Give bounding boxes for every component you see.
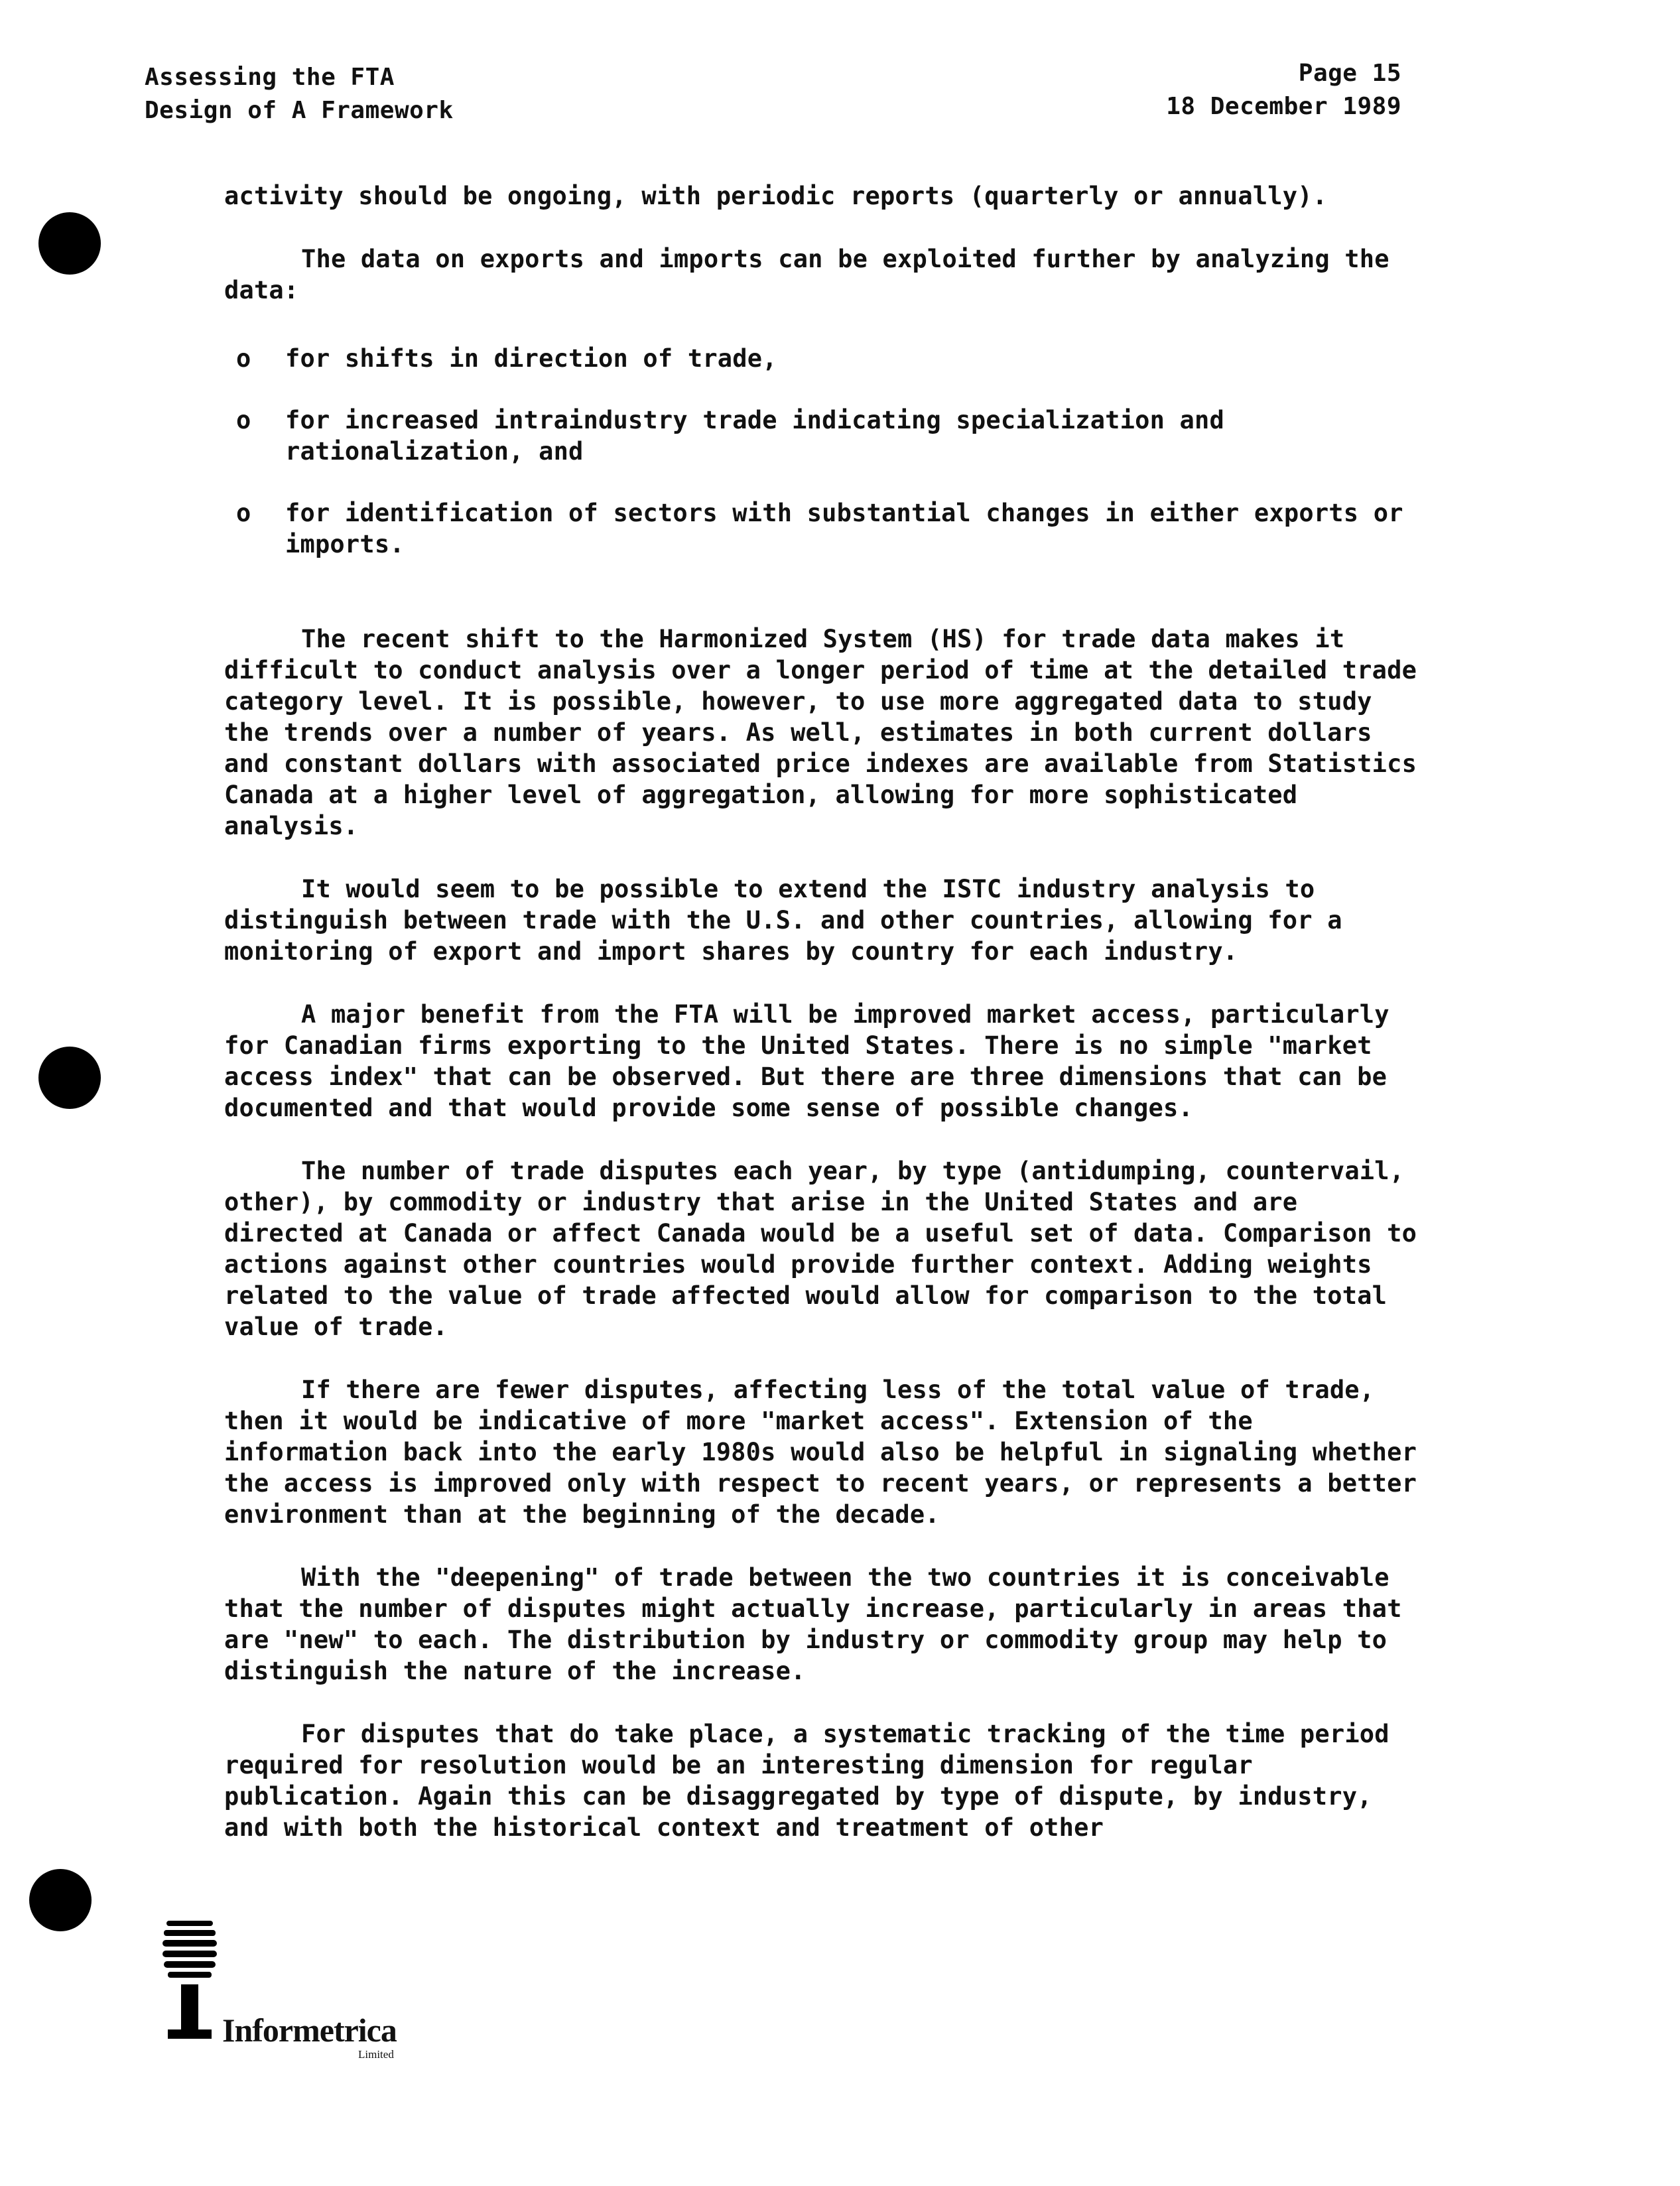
- body-text: [224, 180, 1431, 1875]
- bullet-marker: o: [236, 344, 251, 373]
- text-run: For disputes that do take place, a systematic tracking of the: [301, 1720, 1226, 1748]
- bullet-text: for identification of sectors with substantial changes in either exports or imports.: [285, 499, 1403, 558]
- paragraph-4: It would seem to be possible to extend the ISTC industry analysis to distinguish between trade with the U.S. and other countries, allowing for a monitoring of export and import shares by country for each industry.: [224, 875, 1342, 966]
- binder-hole-middle: [38, 1047, 101, 1109]
- paragraph-3: The recent shift to the Harmonized System (HS) for trade data makes it difficult to conduct analysis over a longer period of time at the detailed trade category level. It is possible, however, to use more aggregated data to study the trends over a number of years. As well, estimates in both current dollars and constant dollars with associated price indexes are available from Statistics Canada at a higher level of aggregation, allowing for more sophisticated analysis.: [224, 625, 1417, 840]
- text-run: The: [301, 1157, 361, 1185]
- emphasis-improved-market-access: improved market access: [852, 1000, 1181, 1029]
- bullet-text: for shifts in direction of trade,: [285, 344, 777, 373]
- paragraph-1: activity should be ongoing, with periodic reports (quarterly or annually).: [224, 182, 1328, 210]
- header-right: [1166, 57, 1401, 123]
- paragraph-8: With the "deepening" of trade between the two countries it is conceivable that the number of disputes might actually increase, particularly in areas that are "new" to each. The distribution by industry or commodity group may help to distinguish the nature of the increase.: [224, 1563, 1402, 1685]
- emphasis-time-period-required: time period required for resolution: [224, 1720, 1389, 1779]
- text-run: A major benefit from the FTA will be: [301, 1000, 853, 1029]
- paragraph-6: [224, 1155, 1431, 1342]
- logo-wordmark: Informetrica: [222, 2012, 397, 2049]
- header-left: [145, 61, 454, 127]
- paragraph-7: If there are fewer disputes, affecting less of the total value of trade, then it would be indicative of more "market access". Extension of the information back into the early 1980s would also be helpful in signaling whether the access is improved only with respect to recent years, or represents a better environment than at the beginning of the decade.: [224, 1376, 1417, 1529]
- list-item: [224, 497, 1431, 560]
- list-item: [224, 343, 1431, 374]
- binder-hole-bottom: [29, 1869, 92, 1931]
- text-run: , particularly for Canadian firms exporting to the United States. There is no simple "market access index" that can be observed. But there are three dimensions that can be documented and that would provide some sense of possible changes.: [224, 1000, 1389, 1122]
- binder-hole-top: [38, 212, 101, 275]
- paragraph-2: The data on exports and imports can be exploited further by analyzing the data:: [224, 245, 1389, 304]
- paragraph-9: [224, 1718, 1431, 1843]
- text-run: would be an interesting dimension for regular publication. Again this can be disaggregated by type of dispute, by industry, and with both the historical context and treatment of other: [224, 1751, 1372, 1842]
- text-run: each year, by type (antidumping, countervail, other), by commodity or industry that arise in the United States and are directed at Canada or affect Canada would be a useful set of data. Comparison to actions against other countries would provide further context. Adding weights related to the value of trade affected would allow for comparison to the total value of trade.: [224, 1157, 1417, 1341]
- page-number: Page 15: [1298, 60, 1401, 87]
- document-title: Assessing the FTA: [145, 64, 395, 91]
- bullet-marker: o: [236, 406, 251, 434]
- document-subtitle: Design of A Framework: [145, 97, 454, 124]
- bullet-list: [224, 343, 1431, 560]
- document-date: 18 December 1989: [1166, 93, 1401, 120]
- bullet-text: for increased intraindustry trade indicating specialization and rationalization, and: [285, 406, 1224, 466]
- logo-suffix: Limited: [358, 2048, 394, 2061]
- bullet-marker: o: [236, 499, 251, 527]
- emphasis-number-of-trade-disputes: number of trade disputes: [360, 1157, 719, 1185]
- paragraph-5: [224, 999, 1431, 1124]
- list-item: [224, 405, 1431, 467]
